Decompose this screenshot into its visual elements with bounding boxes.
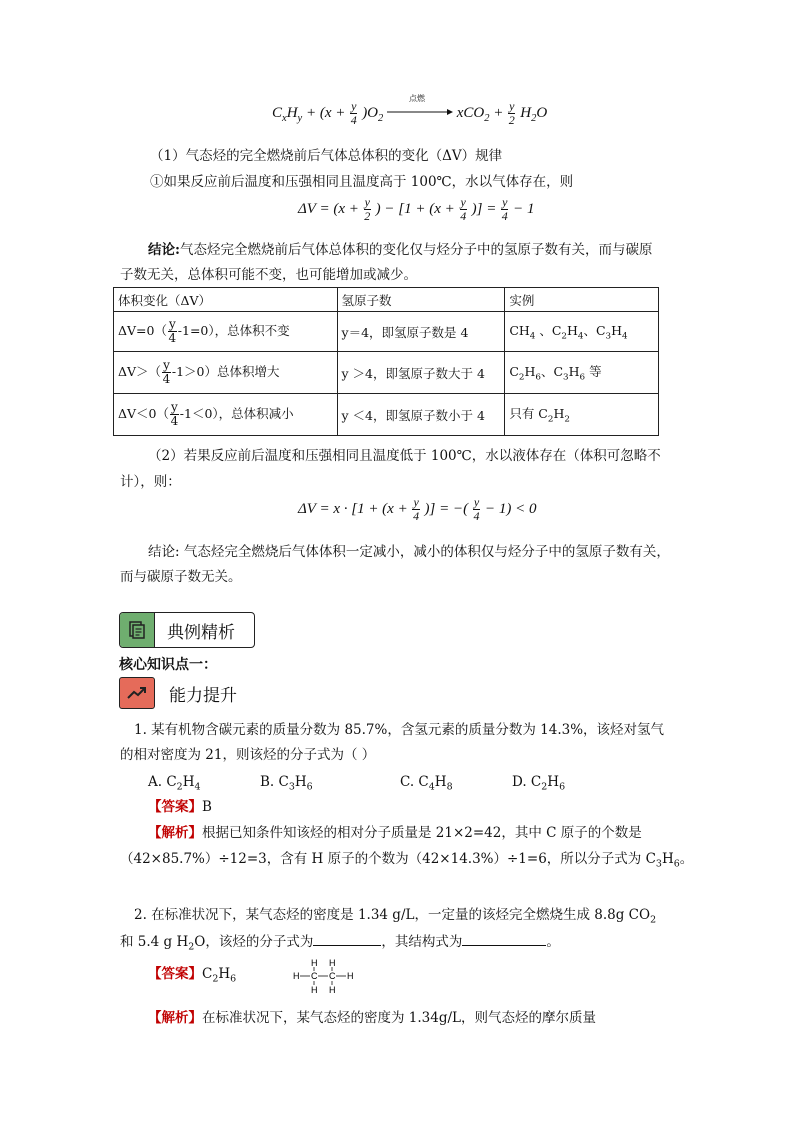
- question-2: 2. 在标准状况下，某气态烃的密度是 1.34 g/L，一定量的该烃完全燃烧生成 8.8g $CO_2$: [134, 907, 657, 926]
- svg-text:H: H: [347, 971, 354, 981]
- conclusion-1-cont: 子数无关，总体积可能不变，也可能增加或减少。: [120, 267, 417, 283]
- document-icon: [120, 613, 155, 647]
- option-b: B. $C_3H_6$: [260, 774, 313, 793]
- core-point-label: 核心知识点一：: [119, 657, 217, 673]
- table-row: ΔV=0（ $\frac{y}{4}$ -1=0），总体积不变 y＝4，即氢原子数是 4 $CH_4$ 、$C_2H_4$、$C_3H_4$: [114, 312, 659, 352]
- volume-change-equation-gas: ΔV = (x + $\frac{y}{2}$ ) − [1 + (x + $\frac{y}{4}$ )] = $\frac{y}{4}$ − 1: [298, 195, 535, 223]
- question-1: 1. 某有机物含碳元素的质量分数为 85.7%，含氢元素的质量分数为 14.3%，该烃对氢气: [134, 722, 665, 738]
- option-c: C. $C_4H_8$: [400, 774, 453, 793]
- volume-change-table: [113, 287, 659, 436]
- structure-blank[interactable]: [462, 931, 546, 946]
- answer-2: 【答案】$C_2H_6$: [148, 966, 237, 985]
- volume-change-equation-liquid: ΔV = x · [1 + (x + $\frac{y}{4}$ )] = −( $\frac{y}{4}$ − 1) < 0: [298, 495, 537, 523]
- rule-heading: （1）气态烃的完全燃烧前后气体总体积的变化（ΔV）规律: [150, 148, 503, 164]
- ethane-structure-diagram: [292, 958, 356, 994]
- combustion-equation: $C_xH_y + (x$ + $\frac{y}{4}$ )$O_2$ 点燃 xCO$_2$ + $\frac{y}{2}$ $H_2O$: [272, 94, 548, 127]
- trend-up-icon: [119, 677, 155, 709]
- section-header-ability: [119, 677, 237, 709]
- svg-text:C: C: [311, 971, 318, 981]
- table-header: 体积变化（ΔV）: [114, 288, 338, 312]
- eq1-fraction: $\frac{y}{4}$: [350, 99, 357, 127]
- reaction-arrow: 点燃: [387, 105, 453, 122]
- answer-1: 【答案】B: [148, 799, 212, 815]
- analysis-1: 【解析】根据已知条件知该烃的相对分子质量是 21×2=42，其中 C 原子的个数是: [148, 825, 642, 841]
- table-header: 实例: [505, 288, 659, 312]
- question-1-cont: 的相对密度为 21，则该烃的分子式为（ ）: [120, 747, 376, 763]
- svg-text:H: H: [311, 958, 318, 968]
- svg-text:H: H: [311, 985, 318, 994]
- conclusion-1: 结论:气态烃完全燃烧前后气体总体积的变化仅与烃分子中的氢原子数有关，而与碳原: [148, 242, 653, 258]
- eq1-lhs: $C_xH_y + (x$ +: [272, 104, 346, 124]
- table-row: ΔV＜0（ $\frac{y}{4}$ -1＜0），总体积减小 y ＜4，即氢原子数小于 4 只有 $C_2H_2$: [114, 394, 659, 436]
- option-d: D. $C_2H_6$: [512, 774, 566, 793]
- formula-blank[interactable]: [313, 931, 381, 946]
- svg-text:H: H: [293, 971, 300, 981]
- svg-text:H: H: [329, 985, 336, 994]
- condition-text: ①如果反应前后温度和压强相同且温度高于 100℃，水以气体存在，则: [150, 174, 574, 190]
- svg-text:C: C: [329, 971, 336, 981]
- analysis-2: 【解析】在标准状况下，某气态烃的密度为 1.34g/L，则气态烃的摩尔质量: [148, 1010, 597, 1026]
- condition-liquid-cont: 计），则：: [120, 474, 181, 490]
- analysis-1-cont: （42×85.7%）÷12=3，含有 H 原子的个数为（42×14.3%）÷1=6，所以分子式为 $C_3H_6$。: [120, 851, 694, 870]
- section-header-examples: [119, 612, 255, 648]
- section-title: 典例精析: [167, 622, 235, 643]
- conclusion-2-cont: 而与碳原子数无关。: [120, 569, 242, 585]
- conclusion-2: 结论: 气态烃完全燃烧后气体体积一定减小，减小的体积仅与烃分子中的氢原子数有关，: [148, 544, 670, 560]
- option-a: A. $C_2H_4$: [148, 774, 201, 793]
- table-row: ΔV＞（ $\frac{y}{4}$ -1＞0）总体积增大 y ＞4，即氢原子数大于 4 $C_2H_6$、$C_3H_6$ 等: [114, 352, 659, 394]
- table-header-row: [114, 288, 659, 312]
- condition-liquid: （2）若果反应前后温度和压强相同且温度低于 100℃，水以液体存在（体积可忽略不: [148, 448, 661, 464]
- ability-title: 能力提升: [169, 685, 237, 706]
- svg-text:H: H: [329, 958, 336, 968]
- question-2-cont: 和 5.4 g $H_2O$，该烃的分子式为 ，其结构式为 。: [120, 931, 560, 958]
- table-header: 氢原子数: [337, 288, 505, 312]
